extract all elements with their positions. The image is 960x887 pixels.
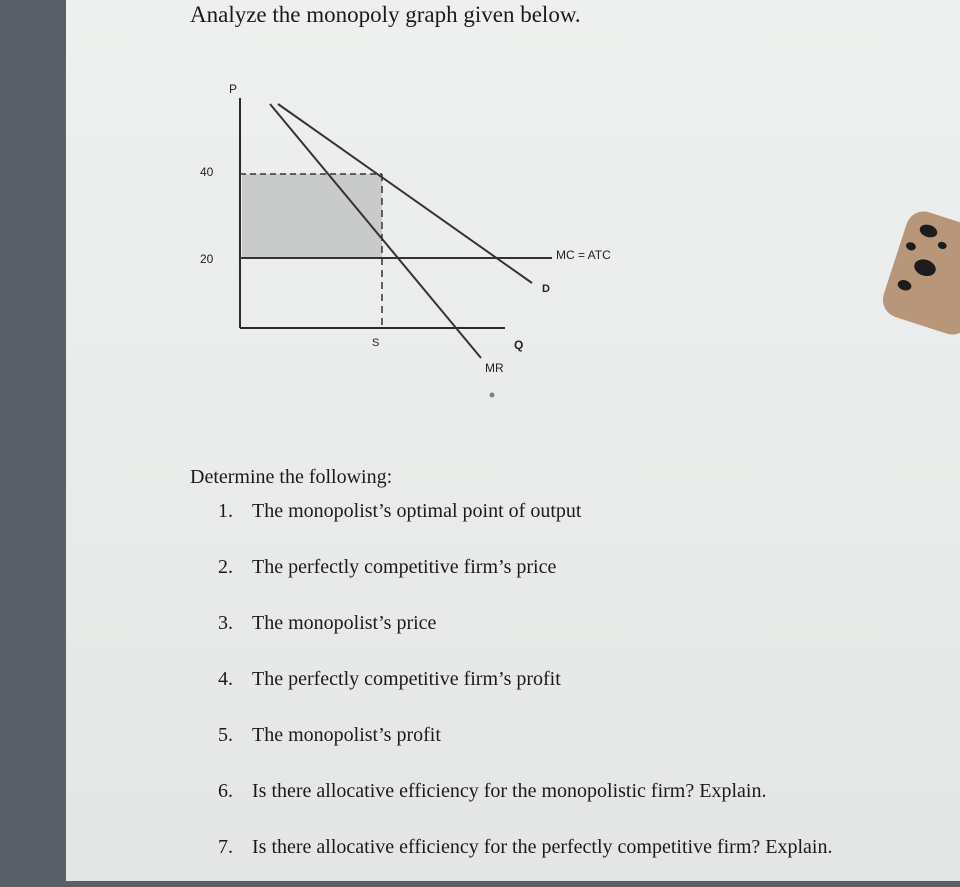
list-item: 4. The perfectly competitive firm’s profit (218, 668, 561, 690)
case-spot (912, 257, 938, 279)
x-tick-s: S (372, 337, 380, 349)
questions-intro: Determine the following: (190, 466, 393, 488)
profit-area (242, 174, 382, 258)
y-axis-label: P (229, 82, 238, 96)
list-item: 1. The monopolist’s optimal point of output (218, 500, 582, 522)
demand-label: D (542, 283, 550, 295)
y-tick-40: 40 (200, 165, 214, 179)
list-item: 3. The monopolist’s price (218, 612, 437, 634)
stray-dot (490, 393, 495, 398)
case-spot (896, 278, 912, 292)
list-item: 7. Is there allocative efficiency for the perfectly competitive firm? Explain. (218, 836, 833, 858)
case-spot (937, 241, 948, 250)
mc-atc-label: MC = ATC (556, 248, 611, 262)
y-tick-20: 20 (200, 252, 214, 266)
list-item: 5. The monopolist’s profit (218, 724, 441, 746)
case-spot (918, 223, 939, 240)
list-item: 6. Is there allocative efficiency for the monopolistic firm? Explain. (218, 780, 767, 802)
question-list (218, 495, 832, 887)
x-axis-label: Q (514, 338, 524, 352)
mr-label: MR (485, 361, 504, 375)
case-spot (905, 241, 917, 252)
list-item: 2. The perfectly competitive firm’s price (218, 556, 557, 578)
monopoly-graph (0, 0, 960, 440)
page-heading: Analyze the monopoly graph given below. (190, 2, 581, 27)
